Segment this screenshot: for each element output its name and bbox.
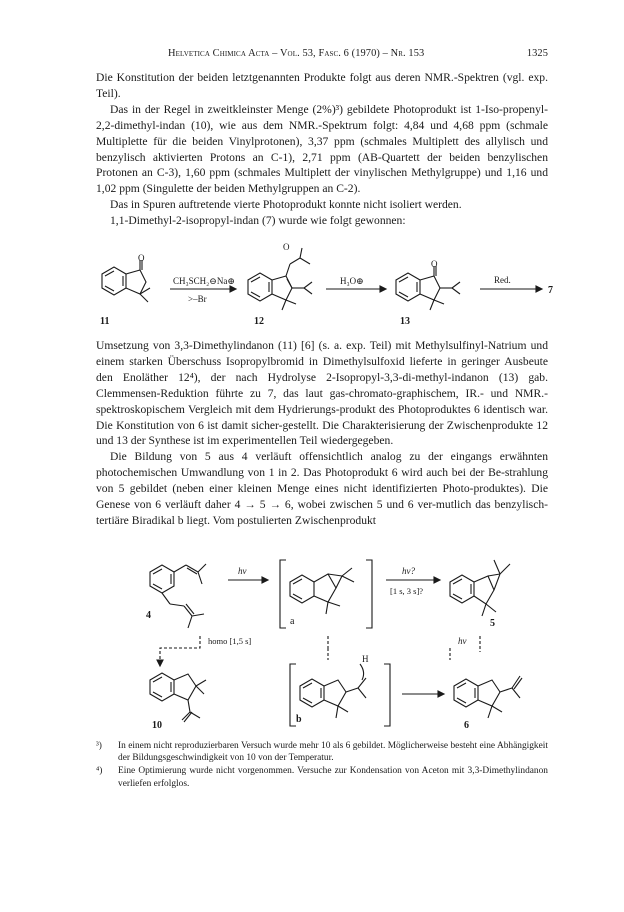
compound-label: 5: [490, 618, 495, 629]
footnote-mark: ³): [96, 741, 102, 751]
page-number: 1325: [526, 48, 548, 59]
reagent-bottom: >–Br: [188, 294, 207, 304]
compound-label: 12: [254, 316, 264, 327]
oxygen-label: O: [138, 253, 145, 263]
homo-shift-label: homo [1,5 s]: [208, 636, 252, 646]
reagent-reduction: Red.: [494, 275, 511, 285]
compound-label: 7: [548, 285, 553, 296]
hv-label: hν: [458, 636, 467, 646]
footnote: [96, 765, 548, 789]
text-block-top: [96, 70, 548, 229]
structure-12: [248, 248, 312, 310]
paragraph: 1,1-Dimethyl-2-isopropyl-indan (7) wurde wie folgt gewonnen:: [110, 214, 406, 228]
hv-label: hν: [238, 566, 247, 576]
paragraph: Das in der Regel in zweitkleinster Menge (2%)³) gebildete Photoprodukt ist 1-Iso-propenyl-2,2-dimethyl-indan (10), wie aus dem NMR.-Spektrum folgt: 4,84 und 4,68 ppm (schmale Multiplette für die beiden Vinylprotonen), 3,37 ppm (schmales Multiplett des allylisch und benzylisch aktivierten Protons an C-1), 2,71 ppm (AB-Quartett der beiden benzylischen Protonen an C-3), 1,60 ppm (schmales Multiplett der vinylischen Methylgruppe) und 1,16 und 1,02 ppm (Singulette der beiden Methylgruppen an C-2).: [96, 102, 548, 196]
paragraph: Die Bildung von 5 aus 4 verläuft offensichtlich analog zu der eingangs erwähnten photochemischen Umwandlung von 1 in 2. Das Photoprodukt 6 wird auch bei der Be-strahlung von 5 gebildet (neben einer kleinen Menge eines nicht identifizierten Photo-produktes). Die Genese von 6 verläuft daher 4 → 5 → 6, wobei zwischen 5 und 6 ver-mutlich das benzylisch-tertiäre Biradikal b liegt. Vom postulierten Zwischenprodukt: [96, 450, 548, 527]
running-title: Helvetica Chimica Acta – Vol. 53, Fasc. 6 (1970) – Nr. 153: [168, 48, 425, 59]
intermediate-b: [300, 664, 366, 718]
footnote-text: In einem nicht reproduzierbaren Versuch wurde mehr 10 als 6 gebildet. Möglicherweise besteht eine Abhängigkeit der Bildungsgeschwindigkeit von 10 von der Temperatur.: [118, 741, 548, 764]
oxygen-label: O: [283, 242, 290, 252]
footnote: [96, 740, 548, 764]
footnote-text: Eine Optimierung wurde nicht vorgenommen. Versuche zur Kondensation von Aceton mit 3,3-Dimethylindanon verliefen erfolglos.: [118, 766, 548, 789]
compound-label: 6: [464, 720, 469, 731]
structure-6: [454, 676, 522, 718]
compound-label: 4: [146, 610, 151, 621]
footnotes: [96, 740, 548, 791]
paragraph: Umsetzung von 3,3-Dimethylindanon (11) [6] (s. a. exp. Teil) mit Methylsulfinyl-Natrium und einem starken Überschuss Isopropylbromid in Dimethylsulfoxid lieferte in geringer Ausbeute den Enoläther 12⁴), der nach Hydrolyse 2-Isopropyl-3,3-di-methyl-indanon (13) gab. Clemmensen-Reduktion führte zu 7, das laut gas-chromato-graphischem, IR.- und NMR.-spektroskopischem Vergleich mit dem Hydrierungs-produkt des Photoproduktes 6 identisch war. Die Konstitution von 6 ist damit sicher-gestellt. Die Charakterisierung der Zwischenprodukte 12 und 13 der Synthese ist im experimentellen Teil wiedergegeben.: [96, 339, 548, 448]
structure-13: [396, 266, 460, 310]
oxygen-label: O: [431, 259, 438, 269]
intermediate-label: a: [290, 616, 295, 627]
intermediate-a: [290, 568, 354, 614]
page-header: [96, 48, 548, 64]
footnote-mark: ⁴): [96, 766, 103, 777]
structure-4: [150, 564, 206, 628]
mechanism-scheme: [90, 552, 560, 730]
compound-label: 10: [152, 720, 162, 731]
text-block-middle: [96, 338, 548, 529]
structure-5: [450, 560, 510, 616]
reagent-acid: H₃O⊕: [340, 276, 364, 286]
compound-label: 13: [400, 316, 410, 327]
structure-11: [102, 260, 150, 302]
hydrogen-label: H: [362, 654, 369, 664]
shift-question: [1 s, 3 s]?: [390, 586, 424, 596]
hv-label: hν?: [402, 566, 415, 576]
paragraph: Die Konstitution der beiden letztgenannten Produkte folgt aus deren NMR.-Spektren (vgl. exp. Teil).: [96, 71, 548, 100]
paragraph: Das in Spuren auftretende vierte Photoprodukt konnte nicht isoliert werden.: [110, 198, 462, 212]
reagent-top: CH₃SCH₂⊖Na⊕: [173, 276, 235, 286]
intermediate-label: b: [296, 714, 302, 725]
compound-label: 11: [100, 316, 110, 327]
synthesis-scheme: [90, 242, 560, 332]
structure-10: [150, 673, 206, 722]
